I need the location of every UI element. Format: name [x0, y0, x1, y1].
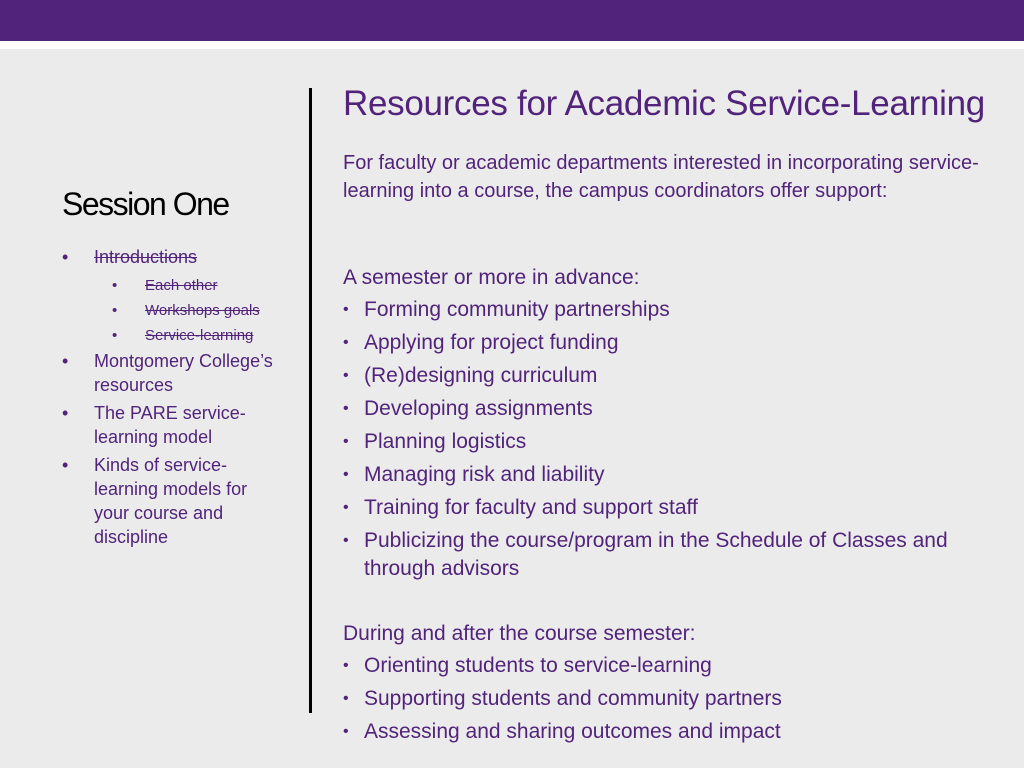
intro-paragraph: For faculty or academic departments interested in incorporating service-learning into a course, the campus coordinators offer support: [343, 152, 979, 202]
section-heading: During and after the course semester: [343, 622, 696, 645]
outline-subitem-label: Each other [145, 277, 218, 294]
list-item-label: Training for faculty and support staff [364, 496, 698, 519]
outline-subitem [62, 323, 287, 348]
list-item [343, 296, 1013, 324]
bullet-icon: • [62, 351, 69, 371]
outline-subitems [62, 273, 287, 348]
list-item [343, 494, 1013, 522]
bullet-icon: • [343, 433, 349, 450]
outline-subitem [62, 298, 287, 323]
bullet-icon: • [343, 334, 349, 351]
bullet-icon: • [343, 657, 349, 674]
bullet-icon: • [343, 532, 349, 549]
list-item [343, 527, 1013, 582]
vertical-divider [309, 88, 312, 713]
list-item [343, 685, 1013, 713]
outline-item-label: The PARE service-learning model [94, 403, 246, 447]
slide-title: Resources for Academic Service-Learning [343, 84, 985, 123]
bullet-icon: • [343, 466, 349, 483]
list-item [343, 718, 1013, 746]
list-item-label: Forming community partnerships [364, 298, 670, 321]
section-heading: A semester or more in advance: [343, 266, 640, 289]
bullet-icon: • [343, 690, 349, 707]
bullet-icon: • [112, 327, 118, 344]
bullet-icon: • [62, 247, 69, 267]
outline-item-label: Montgomery College’s resources [94, 351, 273, 395]
top-banner-stripe [0, 41, 1024, 49]
outline-item-kinds-of-models [62, 453, 287, 549]
bullet-icon: • [343, 301, 349, 318]
bullet-icon: • [343, 367, 349, 384]
outline-item-pare-model [62, 401, 287, 449]
bullet-icon: • [343, 723, 349, 740]
list-item-label: Supporting students and community partners [364, 687, 782, 710]
bullet-icon: • [62, 455, 69, 475]
outline-item-label: Introductions [94, 247, 198, 267]
outline-subitem-label: Workshops goals [145, 302, 260, 319]
list-item [343, 652, 1013, 680]
list-item-label: Developing assignments [364, 397, 593, 420]
list-item [343, 329, 1013, 357]
list-item-label: Publicizing the course/program in the Schedule of Classes and through advisors [364, 529, 948, 580]
list-item-label: Assessing and sharing outcomes and impact [364, 720, 781, 743]
list-item [343, 428, 1013, 456]
list-item-label: (Re)designing curriculum [364, 364, 598, 387]
outline-subitem [62, 273, 287, 298]
outline-subitem-label: Service-learning [145, 327, 254, 344]
list-item-label: Applying for project funding [364, 331, 619, 354]
list-item [343, 362, 1013, 390]
bullet-icon: • [343, 400, 349, 417]
list-item-label: Orienting students to service-learning [364, 654, 712, 677]
top-banner [0, 0, 1024, 41]
list-item-label: Managing risk and liability [364, 463, 605, 486]
session-title: Session One [62, 186, 229, 222]
list-item [343, 461, 1013, 489]
bullet-icon: • [112, 302, 118, 319]
outline-item-resources [62, 349, 287, 397]
bullet-icon: • [343, 499, 349, 516]
list-item [343, 395, 1013, 423]
outline-item-label: Kinds of service-learning models for your course and discipline [94, 455, 248, 547]
list-item-label: Planning logistics [364, 430, 527, 453]
session-outline [62, 245, 287, 553]
bullet-icon: • [112, 277, 118, 294]
outline-item-introductions [62, 245, 287, 269]
bullet-icon: • [62, 403, 69, 423]
advance-section [343, 263, 1013, 588]
during-section [343, 619, 1013, 751]
